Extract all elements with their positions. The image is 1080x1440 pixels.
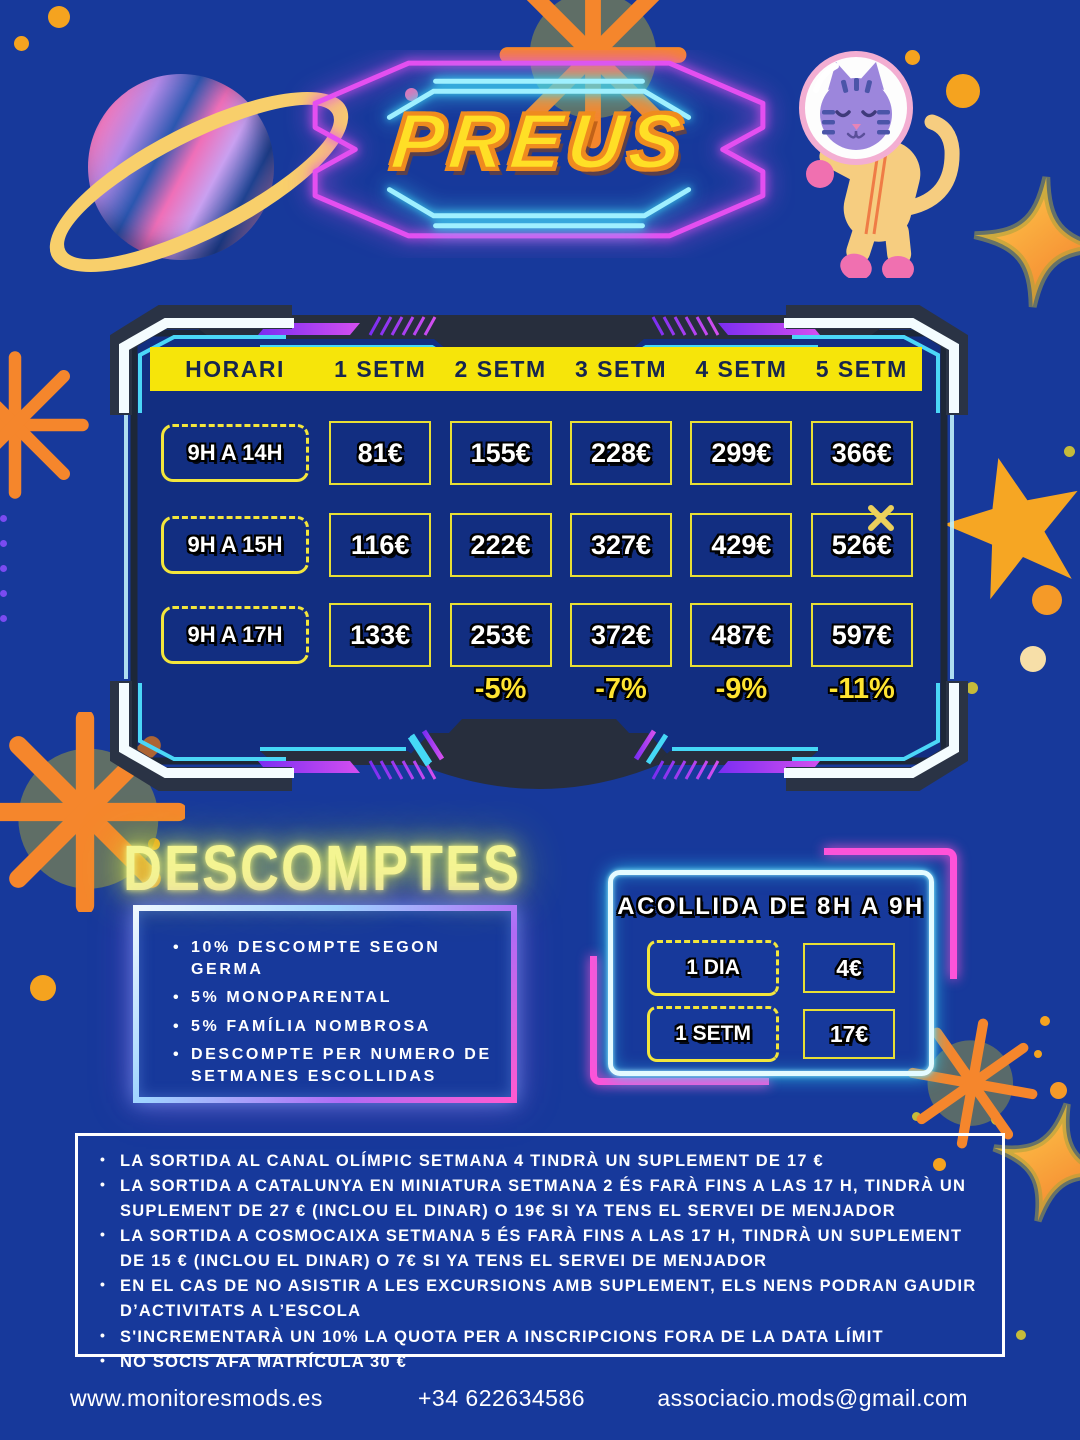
price-cell: [690, 421, 792, 485]
acollida-row: [647, 941, 895, 995]
price-cell: [811, 513, 913, 577]
col-header-5setm: 5 SETM: [815, 355, 908, 382]
acollida-title: ACOLLIDA DE 8H A 9H: [617, 893, 925, 920]
note-item: • NO SOCIS AFA MATRÍCULA 30 €: [96, 1350, 982, 1375]
notes-panel: [75, 1133, 1005, 1371]
note-item: • LA SORTIDA A CATALUNYA EN MINIATURA SETMANA 2 ÉS FARÀ FINS A LAS 17 H, TINDRÀ UN SUPLEMENT DE 27 € (INCLOU EL DINAR) O 19€ SI YA TENS EL SERVEI DE MENJADOR: [96, 1174, 982, 1224]
price-cell: [811, 421, 913, 485]
price-cell: [450, 603, 552, 667]
price-text: 327€: [590, 529, 652, 560]
price-text: 253€: [470, 619, 531, 650]
price-text: 155€: [470, 437, 531, 468]
acollida-price-1setm: [803, 1009, 895, 1059]
row-label-text: 9H A 17H: [187, 622, 283, 647]
price-text: 299€: [711, 437, 772, 468]
dot-icon: [30, 975, 56, 1001]
dot-icon: [1040, 1016, 1050, 1026]
price-text: 597€: [831, 619, 892, 650]
price-text: 133€: [350, 619, 411, 650]
price-cell: [690, 513, 792, 577]
discount-4setm: -9%: [715, 672, 768, 705]
note-item: • EN EL CAS DE NO ASISTIR A LES EXCURSIONS AMB SUPLEMENT, ELS NENS PODRAN GAUDIR D’ACTIVITATS A L’ESCOLA: [96, 1274, 982, 1324]
price-text: 116€: [350, 529, 410, 560]
acollida-price-text: 4€: [836, 954, 862, 981]
dot-icon: [0, 565, 7, 572]
price-text: 487€: [711, 619, 772, 650]
row-label-9h-15h: [161, 516, 309, 574]
price-cell: [570, 603, 672, 667]
footer-email: associacio.mods@gmail.com: [657, 1385, 968, 1411]
starburst-icon: [0, 350, 90, 500]
dot-icon: [1020, 646, 1046, 672]
price-table-panel: [110, 303, 968, 793]
col-header-2setm: 2 SETM: [454, 355, 547, 382]
descomptes-panel: [133, 905, 517, 1103]
price-text: 222€: [470, 529, 531, 560]
price-cell: [570, 513, 672, 577]
price-cell: [450, 421, 552, 485]
price-cell: [690, 603, 792, 667]
col-header-3setm: 3 SETM: [574, 355, 668, 382]
discount-5setm: -11%: [828, 672, 895, 705]
price-cell: [811, 603, 913, 667]
note-item: • LA SORTIDA AL CANAL OLÍMPIC SETMANA 4 TINDRÀ UN SUPLEMENT DE 17 €: [96, 1149, 982, 1174]
dot-icon: [1050, 1082, 1067, 1099]
descomptes-list: [139, 911, 511, 1088]
price-cell: [570, 421, 672, 485]
acollida-label-1dia: [647, 940, 779, 996]
acollida-row: [647, 1007, 895, 1061]
note-item: • LA SORTIDA A COSMOCAIXA SETMANA 5 ÉS FARÀ FINS A LAS 17 H, TINDRÀ UN SUPLEMENT DE 15 € (INCLOU EL DINAR) O 7€ SI YA TENS EL SERVEI DE MENJADOR: [96, 1224, 982, 1274]
sparkle-x-icon: [866, 503, 896, 533]
row-label-text: 9H A 14H: [187, 440, 283, 465]
descomptes-item: • 5% FAMÍLIA NOMBROSA: [173, 1016, 497, 1038]
row-label-9h-17h: [161, 606, 309, 664]
page-title: PREUS: [387, 97, 691, 185]
row-label-9h-14h: [161, 424, 309, 482]
acollida-price-1dia: [803, 943, 895, 993]
col-header-horari: HORARI: [185, 355, 285, 382]
acollida-label-text: 1 SETM: [675, 1022, 751, 1045]
notes-list: [96, 1149, 982, 1375]
price-text: 81€: [357, 437, 403, 468]
price-text: 429€: [711, 529, 772, 560]
price-text: 526€: [831, 529, 892, 560]
price-cell: [329, 513, 431, 577]
acollida-label-1setm: [647, 1006, 779, 1062]
acollida-price-text: 17€: [829, 1020, 869, 1047]
descomptes-item: • DESCOMPTE PER NUMERO DE SETMANES ESCOLLIDAS: [173, 1044, 497, 1087]
dot-icon: [48, 6, 70, 28]
dot-icon: [0, 515, 7, 522]
table-header-band: [150, 347, 922, 391]
discount-2setm: -5%: [474, 672, 527, 705]
row-label-text: 9H A 15H: [187, 532, 283, 557]
diamond-sparkle-icon: [965, 165, 1080, 318]
price-cell: [329, 603, 431, 667]
col-header-1setm: 1 SETM: [334, 355, 427, 382]
dot-icon: [0, 590, 7, 597]
acollida-panel: [608, 870, 934, 1076]
table-row: [150, 513, 922, 577]
dot-icon: [14, 36, 29, 51]
price-text: 372€: [590, 619, 652, 650]
note-item: • S'INCREMENTARÀ UN 10% LA QUOTA PER A INSCRIPCIONS FORA DE LA DATA LÍMIT: [96, 1325, 982, 1350]
price-cell: [329, 421, 431, 485]
price-cell: [450, 513, 552, 577]
dot-icon: [1016, 1330, 1026, 1340]
dot-icon: [0, 615, 7, 622]
col-header-4setm: 4 SETM: [695, 355, 788, 382]
discount-3setm: -7%: [595, 672, 647, 705]
footer-phone: +34 622634586: [418, 1385, 586, 1411]
price-text: 228€: [590, 437, 652, 468]
footer-website: www.monitoresmods.es: [70, 1385, 323, 1411]
astronaut-cat-icon: [790, 48, 980, 278]
descomptes-item: • 10% DESCOMPTE SEGON GERMA: [173, 937, 497, 980]
acollida-label-text: 1 DIA: [686, 956, 740, 979]
dot-icon: [0, 540, 7, 547]
discount-row: [150, 667, 922, 711]
table-row: [150, 421, 922, 485]
descomptes-title: DESCOMPTES: [123, 833, 522, 905]
descomptes-item: • 5% MONOPARENTAL: [173, 987, 497, 1009]
table-row: [150, 603, 922, 667]
price-text: 366€: [831, 437, 892, 468]
